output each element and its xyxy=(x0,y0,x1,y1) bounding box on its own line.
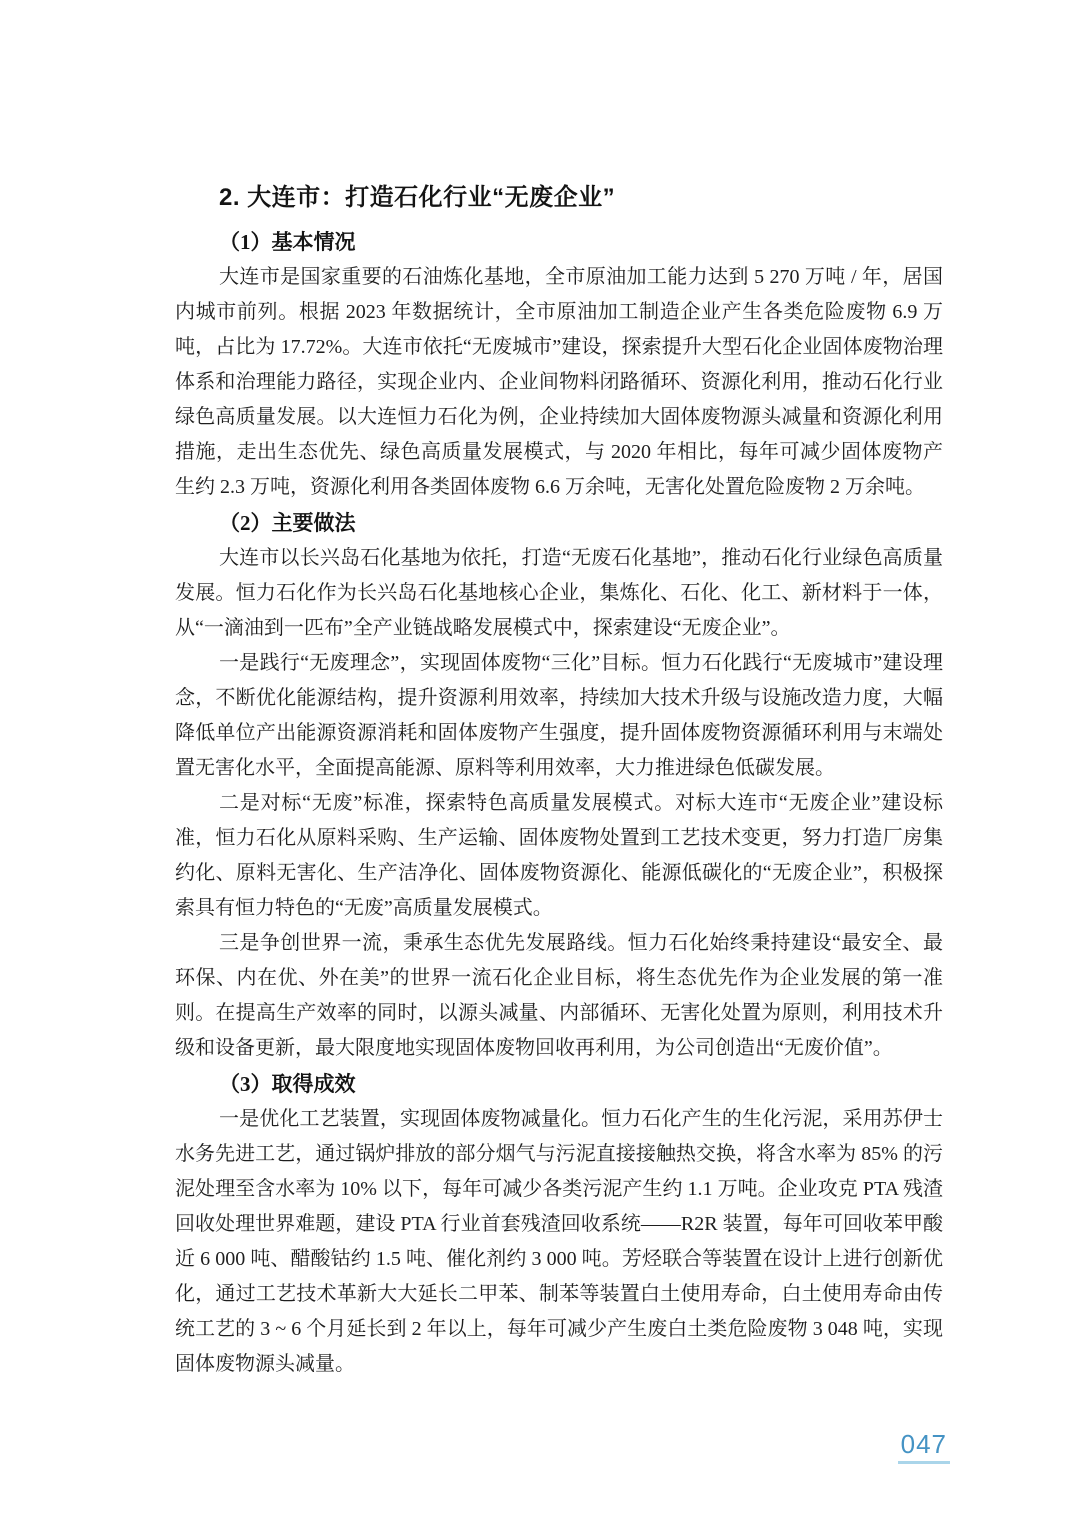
paragraph-basic-info: 大连市是国家重要的石油炼化基地，全市原油加工能力达到 5 270 万吨 / 年，居国内城市前列。根据 2023 年数据统计，全市原油加工制造企业产生各类危险废物 6.9 万吨，占比为 17.72%。大连市依托“无废城市”建设，探索提升大型石化企业固体废物治理体系和治理能力路径，实现企业内、企业间物料闭路循环、资源化利用，推动石化行业绿色高质量发展。以大连恒力石化为例，企业持续加大固体废物源头减量和资源化利用措施，走出生态优先、绿色高质量发展模式，与 2020 年相比，每年可减少固体废物产生约 2.3 万吨，资源化利用各类固体废物 6.6 万余吨，无害化处置危险废物 2 万余吨。 xyxy=(175,266,943,498)
paragraph-main-practices-second: 二是对标“无废”标准，探索特色高质量发展模式。对标大连市“无废企业”建设标准，恒力石化从原料采购、生产运输、固体废物处置到工艺技术变更，努力打造厂房集约化、原料无害化、生产洁净化、固体废物资源化、能源低碳化的“无废企业”，积极探索具有恒力特色的“无废”高质量发展模式。 xyxy=(175,792,943,919)
paragraph-main-practices-third: 三是争创世界一流，秉承生态优先发展路线。恒力石化始终秉持建设“最安全、最环保、内在优、外在美”的世界一流石化企业目标，将生态优先作为企业发展的第一准则。在提高生产效率的同时，以源头减量、内部循环、无害化处置为原则，利用技术升级和设备更新，最大限度地实现固体废物回收再利用，为公司创造出“无废价值”。 xyxy=(175,932,943,1059)
paragraph-achievements: 一是优化工艺装置，实现固体废物减量化。恒力石化产生的生化污泥，采用苏伊士水务先进工艺，通过锅炉排放的部分烟气与污泥直接接触热交换，将含水率为 85% 的污泥处理至含水率为 10% 以下，每年可减少各类污泥产生约 1.1 万吨。企业攻克 PTA 残渣回收处理世界难题，建设 PTA 行业首套残渣回收系统——R2R 装置，每年可回收苯甲酸近 6 000 吨、醋酸钴约 1.5 吨、催化剂约 3 000 吨。芳烃联合等装置在设计上进行创新优化，通过工艺技术革新大大延长二甲苯、制苯等装置白土使用寿命，白土使用寿命由传统工艺的 3 ~ 6 个月延长到 2 年以上，每年可减少产生废白土类危险废物 3 048 吨，实现固体废物源头减量。 xyxy=(175,1108,943,1375)
page-content xyxy=(175,178,943,1382)
section-title-achievements: （3）取得成效 xyxy=(219,1072,356,1096)
chapter-heading: 2. 大连市：打造石化行业“无废企业” xyxy=(219,184,616,211)
page-footer xyxy=(898,1430,950,1464)
paragraph-main-practices-first: 一是践行“无废理念”，实现固体废物“三化”目标。恒力石化践行“无废城市”建设理念，不断优化能源结构，提升资源利用效率，持续加大技术升级与设施改造力度，大幅降低单位产出能源资源消耗和固体废物产生强度，提升固体废物资源循环利用与末端处置无害化水平，全面提高能源、原料等利用效率，大力推进绿色低碳发展。 xyxy=(175,652,943,779)
page-number: 047 xyxy=(898,1430,950,1464)
section-title-main-practices: （2）主要做法 xyxy=(219,511,356,535)
paragraph-main-practices-intro: 大连市以长兴岛石化基地为依托，打造“无废石化基地”，推动石化行业绿色高质量发展。恒力石化作为长兴岛石化基地核心企业，集炼化、石化、化工、新材料于一体，从“一滴油到一匹布”全产业链战略发展模式中，探索建设“无废企业”。 xyxy=(175,547,943,639)
section-title-basic-info: （1）基本情况 xyxy=(219,230,356,254)
